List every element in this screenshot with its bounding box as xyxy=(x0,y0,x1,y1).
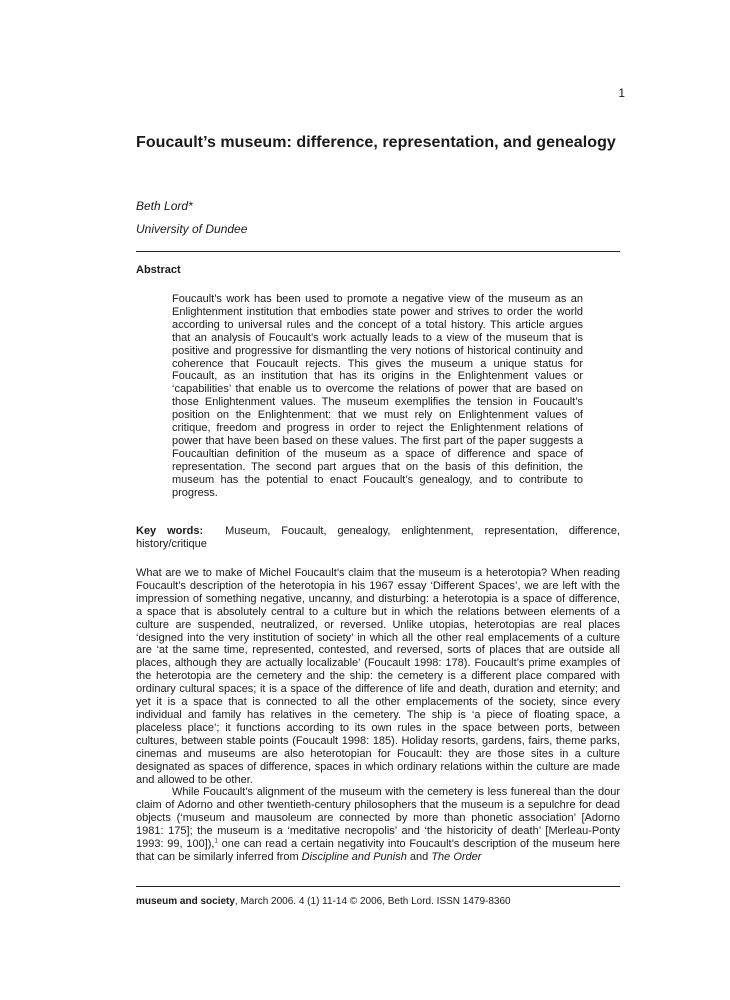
paragraph-2-and: and xyxy=(406,850,432,863)
footnote-marker[interactable]: 1 xyxy=(214,838,218,845)
footer-divider xyxy=(136,886,620,887)
header-divider xyxy=(136,251,620,252)
paragraph-2-mid: one can read a certain negativity into Foucault’s description of the museum here that can be similarly inferred from xyxy=(136,838,621,863)
keywords xyxy=(136,525,620,551)
body-text xyxy=(136,567,620,864)
body-paragraph-2 xyxy=(136,786,620,863)
keywords-label: Key words: xyxy=(136,525,204,537)
book-title-discipline: Discipline and Punish xyxy=(301,850,407,863)
book-title-order: The Order xyxy=(431,850,482,863)
author-affiliation: University of Dundee xyxy=(136,222,248,236)
abstract-text: Foucault’s work has been used to promote a negative view of the museum as an Enlightenment institution that embodies state power and strives to order the world according to universal rules and the concept of a total history. This article argues that an analysis of Foucault’s work actually leads to a view of the museum that is positive and progressive for dismantling the very notions of historical continuity and coherence that Foucault rejects. This gives the museum a unique status for Foucault, as an institution that has its origins in the Enlightenment values or ‘capabilities’ that enable us to overcome the relations of power that are based on those Enlightenment values. The museum exemplifies the tension in Foucault’s position on the Enlightenment: that we must rely on Enlightenment values of critique, freedom and progress in order to reject the Enlightenment relations of power that have been based on these values. The first part of the paper suggests a Foucaultian definition of the museum as a space of difference and space of representation. The second part argues that on the basis of this definition, the museum has the potential to enact Foucault’s genealogy, and to contribute to progress. xyxy=(172,293,583,499)
keywords-list: Museum, Foucault, genealogy, enlightenment, representation, difference, history/critique xyxy=(136,525,620,550)
author-name: Beth Lord* xyxy=(136,199,193,213)
abstract-heading: Abstract xyxy=(136,264,181,276)
citation-details: , March 2006. 4 (1) 11-14 © 2006, Beth Lord. ISSN 1479-8360 xyxy=(234,896,511,907)
paper-title: Foucault’s museum: difference, representation, and genealogy xyxy=(136,134,616,151)
journal-name: museum and society xyxy=(136,896,235,907)
body-paragraph-1: What are we to make of Michel Foucault’s claim that the museum is a heterotopia? When reading Foucault’s description of the heterotopia in his 1967 essay ‘Different Spaces’, we are left with the impression of something negative, uncanny, and disturbing: a heterotopia is a space of difference, a space that is absolutely central to a culture but in which the relations between elements of a culture are suspended, neutralized, or reversed. Unlike utopias, heterotopias are real places ‘designed into the very institution of society’ in which all the other real emplacements of a culture are ‘at the same time, represented, contested, and reversed, sorts of places that are outside all places, although they are actually localizable’ (Foucault 1998: 178). Foucault’s prime examples of the heterotopia are the cemetery and the ship: the cemetery is a different place compared with ordinary cultural spaces; it is a space of the difference of life and death, duration and eternity; and yet it is a space that is connected to all the other emplacements of the society, since every individual and family has relatives in the cemetery. The ship is ‘a piece of floating space, a placeless place’; it functions according to its own rules in the space between ports, between cultures, between stable points (Foucault 1998: 185). Holiday resorts, gardens, fairs, theme parks, cinemas and museums are also heterotopian for Foucault: they are those sites in a culture designated as spaces of difference, spaces in which ordinary relations within the culture are made and allowed to be other. xyxy=(136,567,620,786)
footer-citation xyxy=(136,896,620,907)
page-number: 1 xyxy=(618,86,625,100)
paragraph-2-start: While Foucault’s alignment of the museum with the cemetery is less funereal than the dour claim of Adorno and other twentieth-century philosophers that the museum is a sepulchre for dead objects (‘museum and mausoleum are connected by more than phonetic association’ [Adorno 1981: 175]; the museum is a ‘meditative necropolis’ and ‘the historicity of death’ [Merleau-Ponty 1993: 99, 100]), xyxy=(136,786,620,851)
